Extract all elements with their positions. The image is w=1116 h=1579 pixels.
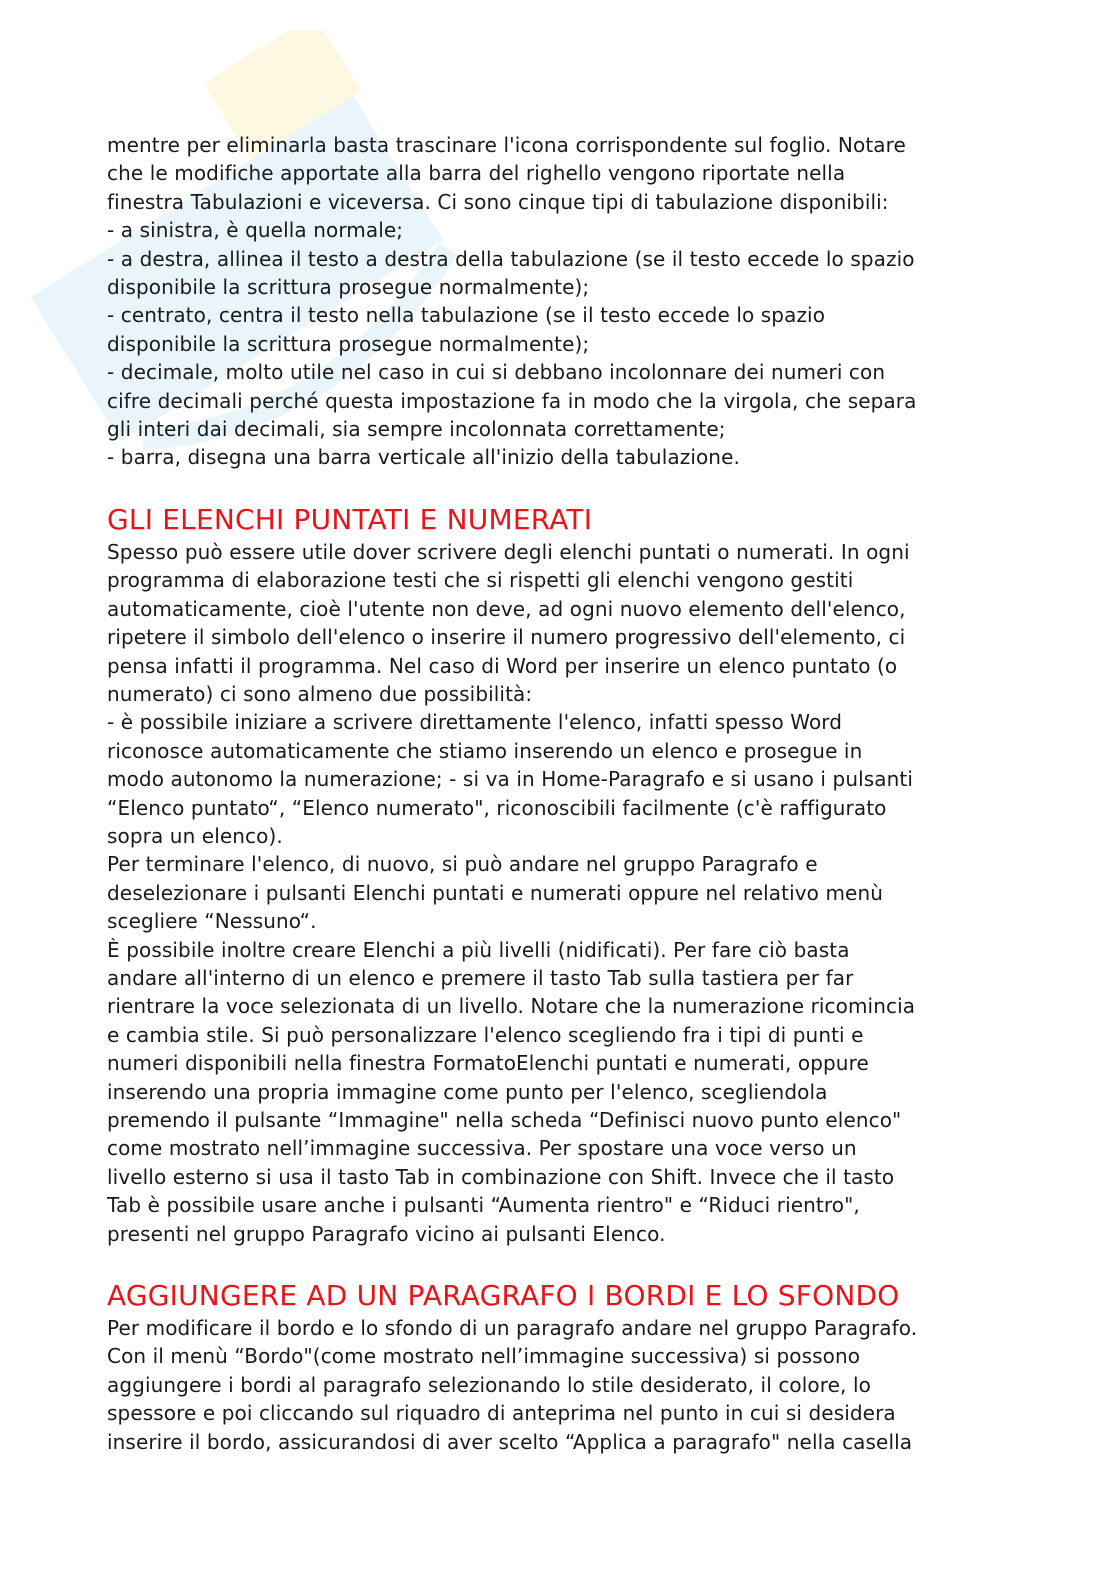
text-line: presenti nel gruppo Paragrafo vicino ai pulsanti Elenco. — [107, 1221, 666, 1246]
text-line: disponibile la scrittura prosegue normalmente); — [107, 275, 590, 300]
text-line: scegliere “Nessuno“. — [107, 909, 317, 934]
text-line: inserendo una propria immagine come punto per l'elenco, scegliendola — [107, 1079, 828, 1104]
text-line: deselezionare i pulsanti Elenchi puntati e numerati oppure nel relativo menù — [107, 880, 884, 905]
section-heading-bordi: AGGIUNGERE AD UN PARAGRAFO I BORDI E LO SFONDO — [107, 1279, 900, 1313]
text-line: Tab è possibile usare anche i pulsanti “Aumenta rientro" e “Riduci rientro", — [107, 1193, 860, 1218]
text-line: finestra Tabulazioni e viceversa. Ci sono cinque tipi di tabulazione disponibili: — [107, 189, 889, 214]
text-line: “Elenco puntato“, “Elenco numerato", riconoscibili facilmente (c'è raffigurato — [107, 795, 887, 820]
text-line: numerato) ci sono almeno due possibilità: — [107, 681, 533, 706]
text-line: - barra, disegna una barra verticale all'inizio della tabulazione. — [107, 445, 740, 470]
text-line: - centrato, centra il testo nella tabulazione (se il testo eccede lo spazio — [107, 303, 826, 328]
text-line: gli interi dai decimali, sia sempre incolonnata correttamente; — [107, 417, 726, 442]
text-line: come mostrato nell’immagine successiva. Per spostare una voce verso un — [107, 1136, 857, 1161]
text-line: inserire il bordo, assicurandosi di aver scelto “Applica a paragrafo" nella casella — [107, 1429, 913, 1454]
text-line: riconosce automaticamente che stiamo inserendo un elenco e prosegue in — [107, 738, 863, 763]
text-line: pensa infatti il programma. Nel caso di Word per inserire un elenco puntato (o — [107, 653, 898, 678]
intro-paragraph — [107, 131, 1027, 472]
section-body-bordi — [107, 1314, 1027, 1456]
text-line: - a destra, allinea il testo a destra della tabulazione (se il testo eccede lo spazio — [107, 246, 915, 271]
text-line: sopra un elenco). — [107, 823, 283, 848]
text-line: ripetere il simbolo dell'elenco o inserire il numero progressivo dell'elemento, ci — [107, 625, 906, 650]
text-line: che le modifiche apportate alla barra del righello vengono riportate nella — [107, 161, 846, 186]
text-line: spessore e poi cliccando sul riquadro di anteprima nel punto in cui si desidera — [107, 1401, 896, 1426]
text-line: - a sinistra, è quella normale; — [107, 218, 404, 243]
document-page — [107, 131, 1027, 1456]
text-line: numeri disponibili nella finestra FormatoElenchi puntati e numerati, oppure — [107, 1051, 869, 1076]
text-line: modo autonomo la numerazione; - si va in Home-Paragrafo e si usano i pulsanti — [107, 767, 914, 792]
section-heading-elenchi: GLI ELENCHI PUNTATI E NUMERATI — [107, 502, 593, 536]
text-line: e cambia stile. Si può personalizzare l'elenco scegliendo fra i tipi di punti e — [107, 1022, 864, 1047]
text-line: Spesso può essere utile dover scrivere degli elenchi puntati o numerati. In ogni — [107, 539, 910, 564]
text-line: rientrare la voce selezionata di un livello. Notare che la numerazione ricomincia — [107, 994, 916, 1019]
text-line: cifre decimali perché questa impostazione fa in modo che la virgola, che separa — [107, 388, 917, 413]
text-line: livello esterno si usa il tasto Tab in combinazione con Shift. Invece che il tasto — [107, 1164, 895, 1189]
text-line: disponibile la scrittura prosegue normalmente); — [107, 331, 590, 356]
text-line: mentre per eliminarla basta trascinare l'icona corrispondente sul foglio. Notare — [107, 133, 906, 157]
text-line: Con il menù “Bordo"(come mostrato nell’immagine successiva) si possono — [107, 1344, 861, 1369]
section-bordi — [107, 1278, 1027, 1456]
text-line: Per terminare l'elenco, di nuovo, si può andare nel gruppo Paragrafo e — [107, 852, 818, 877]
text-line: - è possibile iniziare a scrivere direttamente l'elenco, infatti spesso Word — [107, 710, 843, 735]
text-line: È possibile inoltre creare Elenchi a più livelli (nidificati). Per fare ciò basta — [107, 937, 850, 962]
text-line: Per modificare il bordo e lo sfondo di un paragrafo andare nel gruppo Paragrafo. — [107, 1316, 918, 1341]
text-line: - decimale, molto utile nel caso in cui si debbano incolonnare dei numeri con — [107, 360, 886, 385]
text-line: premendo il pulsante “Immagine" nella scheda “Definisci nuovo punto elenco" — [107, 1108, 902, 1132]
text-line: programma di elaborazione testi che si rispetti gli elenchi vengono gestiti — [107, 568, 854, 593]
section-body-elenchi — [107, 538, 1027, 1248]
section-elenchi — [107, 502, 1027, 1248]
text-line: aggiungere i bordi al paragrafo selezionando lo stile desiderato, il colore, lo — [107, 1372, 871, 1397]
text-line: automaticamente, cioè l'utente non deve, ad ogni nuovo elemento dell'elenco, — [107, 596, 906, 621]
text-line: andare all'interno di un elenco e premere il tasto Tab sulla tastiera per far — [107, 965, 854, 990]
